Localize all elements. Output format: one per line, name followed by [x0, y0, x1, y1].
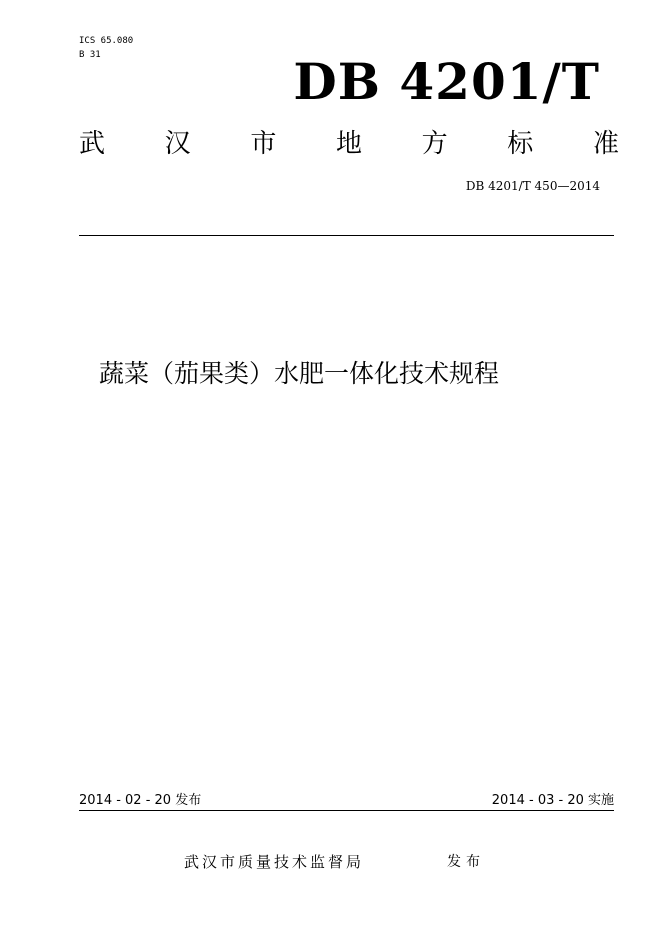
standard-type-char: 标	[507, 129, 534, 159]
standard-type-char: 市	[250, 129, 277, 159]
bottom-divider	[79, 810, 614, 811]
standard-type-char: 方	[421, 129, 448, 159]
issuing-authority: 武汉市质量技术监督局	[184, 853, 365, 871]
implement-date: 2014 - 03 - 20 实施	[491, 793, 614, 808]
db-code-title: DB 4201/T	[293, 52, 600, 111]
standard-type-char: 准	[592, 129, 619, 159]
ics-code: ICS 65.080	[79, 36, 134, 46]
document-title: 蔬菜（茄果类）水肥一体化技术规程	[99, 359, 500, 388]
standard-type-char: 武	[79, 129, 106, 159]
top-divider	[79, 235, 614, 236]
publish-date: 2014 - 02 - 20 发布	[79, 793, 202, 808]
standard-type	[79, 127, 619, 161]
classification-codes	[79, 34, 133, 62]
standard-number: DB 4201/T 450—2014	[465, 179, 600, 193]
standard-type-char: 地	[335, 129, 362, 159]
standard-type-char: 汉	[164, 129, 191, 159]
ccs-code: B 31	[79, 50, 101, 60]
issue-label: 发布	[447, 854, 485, 870]
